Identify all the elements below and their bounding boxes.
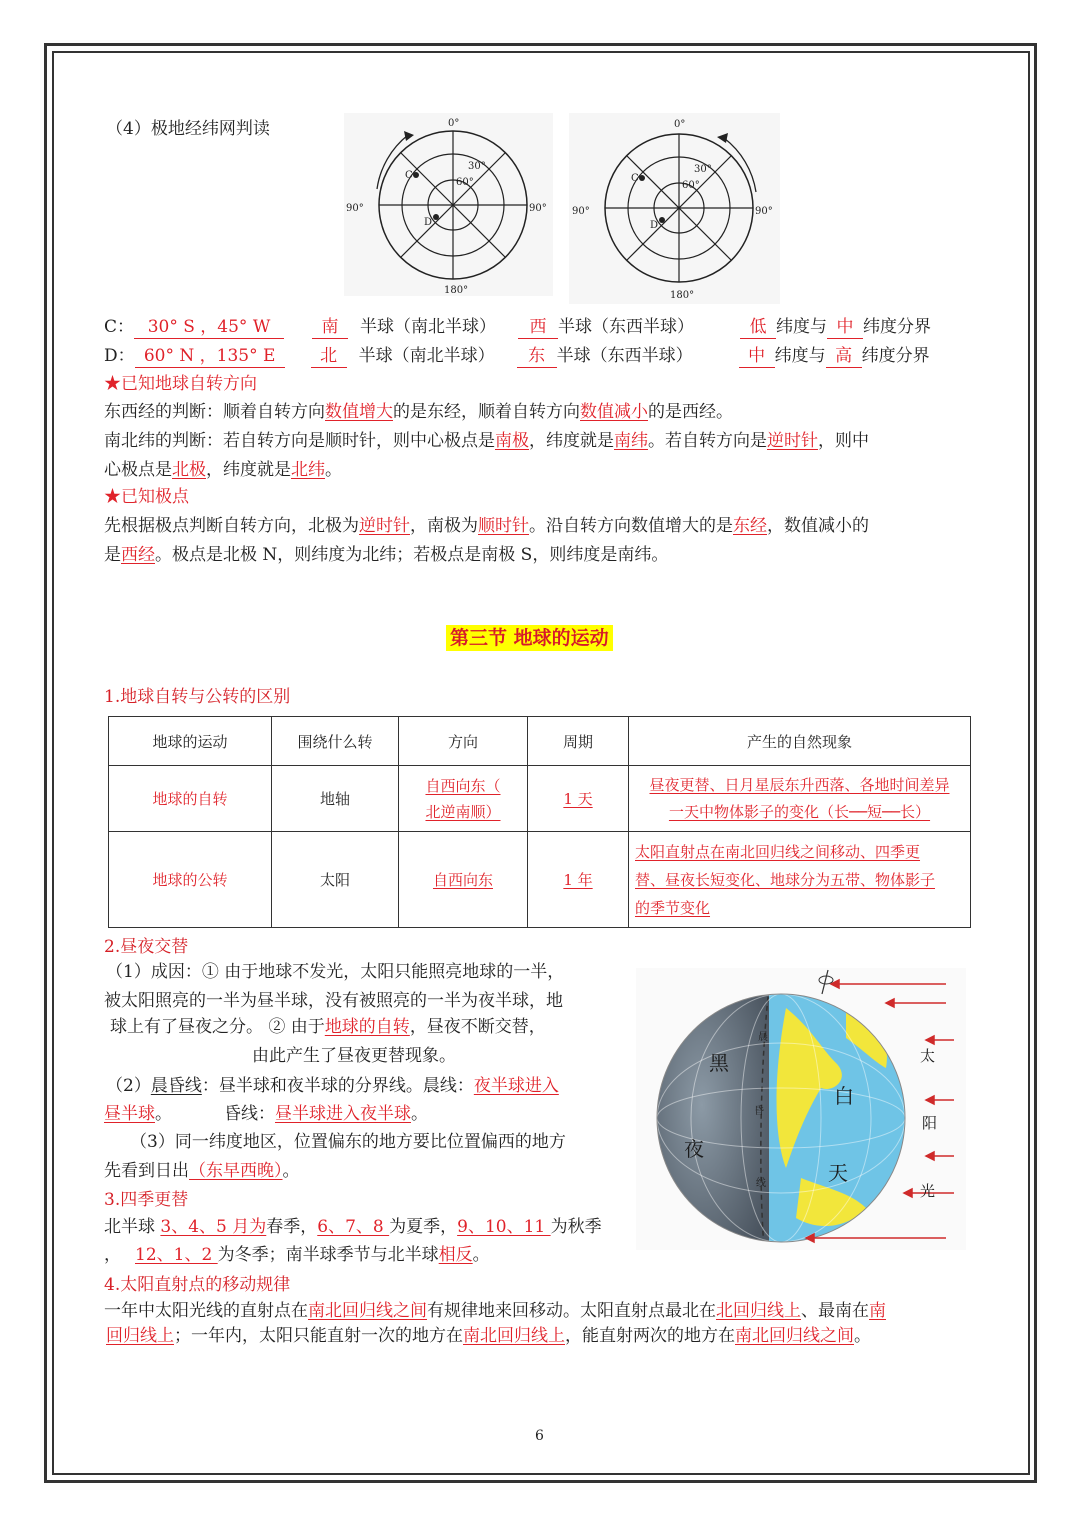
globe-label-ye: 夜	[684, 1137, 704, 1161]
row2-period: 1 年	[528, 832, 629, 928]
row-c-coord: 30° S ，45° W	[134, 316, 284, 339]
s2-heading: 2.昼夜交替	[104, 937, 189, 957]
polar-left-bottom-label: 180°	[444, 285, 469, 296]
table-header: 产生的自然现象	[629, 717, 971, 766]
polar-grid-left	[344, 113, 553, 296]
globe-label-hei: 黑	[709, 1051, 729, 1075]
globe-label-xian: 线	[756, 1178, 766, 1189]
row-c-hemi-ns: 南	[312, 316, 348, 339]
polar-right-point-d: D	[650, 220, 659, 231]
s3-line2: ， 12、1、2 为冬季；南半球季节与北半球相反。	[104, 1245, 490, 1265]
globe-label-tian: 天	[828, 1161, 848, 1185]
row1-phenomena: 昼夜更替、日月星辰东升西落、各地时间差异 一天中物体影子的变化（长──短──长）	[629, 766, 971, 832]
row1-direction: 自西向东（ 北逆南顺）	[399, 766, 528, 832]
s2-line6: 昼半球。 昏线：昼半球进入夜半球。	[104, 1104, 428, 1124]
row-d-lat1: 中	[739, 345, 775, 368]
known-pole-heading: ★已知极点	[104, 487, 189, 507]
globe-label-bai: 白	[834, 1084, 854, 1108]
polar-left-lat30: 30°	[468, 161, 486, 172]
polar-right-top-label: 0°	[674, 119, 686, 130]
s4-heading: 4.太阳直射点的移动规律	[104, 1275, 291, 1295]
polar-title: （4）极地经纬网判读	[106, 119, 270, 139]
polar-left-right-label: 90°	[529, 203, 547, 214]
globe-label-tai: 太	[920, 1047, 936, 1065]
table-header: 围绕什么转	[272, 717, 399, 766]
row2-name: 地球的公转	[109, 832, 272, 928]
row-d-label: D：	[104, 346, 135, 366]
polar-right-lat60: 60°	[682, 180, 700, 191]
polar-right-bottom-label: 180°	[670, 290, 695, 301]
day-night-globe-illustration	[636, 968, 966, 1250]
table-row	[109, 766, 971, 832]
polar-left-lat60: 60°	[456, 177, 474, 188]
row-d	[104, 342, 930, 370]
row1-name: 地球的自转	[109, 766, 272, 832]
row-d-hemi-ns: 北	[311, 345, 347, 368]
s4-line2: 回归线上；一年内，太阳只能直射一次的地方在南北回归线上，能直射两次的地方在南北回归线之间。	[106, 1326, 871, 1346]
s2-line5: （2）晨昏线：昼半球和夜半球的分界线。晨线：夜半球进入	[106, 1076, 559, 1096]
row2-phenomena: 太阳直射点在南北回归线之间移动、四季更 替、昼夜长短变化、地球分为五带、物体影子 的季节变化	[629, 832, 971, 928]
ns-rule-line1: 南北纬的判断：若自转方向是顺时针，则中心极点是南极，纬度就是南纬。若自转方向是逆时针，则中	[104, 431, 869, 451]
s3-heading: 3.四季更替	[104, 1190, 189, 1210]
s4-line1: 一年中太阳光线的直射点在南北回归线之间有规律地来回移动。太阳直射点最北在北回归线上、最南在南	[104, 1301, 886, 1321]
polar-grid-right	[569, 113, 780, 304]
s2-line1: （1）成因：① 由于地球不发光，太阳只能照亮地球的一半，	[106, 962, 565, 982]
row2-direction: 自西向东	[399, 832, 528, 928]
table-header: 周期	[528, 717, 629, 766]
polar-diagram-right	[569, 113, 780, 304]
globe-label-chen: 晨	[758, 1032, 768, 1043]
table-header: 地球的运动	[109, 717, 272, 766]
row-d-mid: 纬度与	[774, 346, 826, 366]
polar-right-lat30: 30°	[694, 164, 712, 175]
row-c-label: C：	[104, 317, 135, 337]
page-number: 6	[535, 1428, 544, 1444]
row-c	[104, 313, 931, 341]
polar-left-top-label: 0°	[448, 118, 460, 129]
row-d-lat2: 高	[826, 345, 862, 368]
ew-rule: 东西经的判断：顺着自转方向数值增大的是东经，顺着自转方向数值减小的是西经。	[104, 402, 733, 422]
globe-label-hun: 昏	[754, 1106, 764, 1117]
polar-right-point-c: C	[631, 173, 639, 184]
pole-rule-line2: 是西经。极点是北极 N，则纬度为北纬；若极点是南极 S，则纬度是南纬。	[104, 545, 669, 565]
row1-center: 地轴	[272, 766, 399, 832]
polar-left-point-d: D	[424, 217, 433, 228]
row-c-lat1: 低	[740, 316, 776, 339]
known-rotation-heading: ★已知地球自转方向	[104, 374, 257, 394]
polar-right-left-label: 90°	[572, 206, 590, 217]
row-d-hemi-ew: 东	[517, 345, 557, 368]
row2-center: 太阳	[272, 832, 399, 928]
globe-graphic	[636, 968, 966, 1250]
s2-line7: （3）同一纬度地区，位置偏东的地方要比位置偏西的地方	[130, 1132, 566, 1152]
polar-left-left-label: 90°	[346, 203, 364, 214]
row-c-ew-text: 半球（东西半球）	[558, 317, 695, 337]
row1-period: 1 天	[528, 766, 629, 832]
s2-line2: 被太阳照亮的一半为昼半球，没有被照亮的一半为夜半球，地	[104, 991, 563, 1011]
section-title: 第三节 地球的运动	[446, 623, 613, 650]
polar-diagram-left	[344, 113, 553, 296]
table-header: 方向	[399, 717, 528, 766]
motion-comparison-table	[108, 716, 971, 928]
globe-label-guang: 光	[920, 1182, 936, 1200]
globe-label-yang: 阳	[922, 1114, 938, 1132]
row-c-hemi-ew: 西	[518, 316, 558, 339]
table-row	[109, 832, 971, 928]
row-c-mid: 纬度与	[776, 317, 828, 337]
table-header-row	[109, 717, 971, 766]
row-c-end: 纬度分界	[863, 317, 932, 337]
polar-right-right-label: 90°	[755, 206, 773, 217]
row-d-ns-text: 半球（南北半球）	[358, 346, 495, 366]
ns-rule-line2: 心极点是北极，纬度就是北纬。	[104, 460, 342, 480]
row-c-lat2: 中	[827, 316, 863, 339]
row-d-ew-text: 半球（东西半球）	[556, 346, 693, 366]
row-c-ns-text: 半球（南北半球）	[360, 317, 497, 337]
polar-left-point-c: C	[405, 170, 413, 181]
s2-line3: 球上有了昼夜之分。 ② 由于地球的自转，昼夜不断交替，	[110, 1017, 546, 1037]
row-d-end: 纬度分界	[861, 346, 930, 366]
s1-heading: 1.地球自转与公转的区别	[104, 687, 291, 707]
s2-line8: 先看到日出（东早西晚）。	[104, 1161, 300, 1181]
s2-line4: 由此产生了昼夜更替现象。	[252, 1046, 456, 1066]
row-d-coord: 60° N ，135° E	[135, 345, 285, 368]
s3-line1: 北半球 3、4、5 月为春季，6、7、8 为夏季，9、10、11 为秋季	[104, 1217, 602, 1237]
pole-rule-line1: 先根据极点判断自转方向，北极为逆时针，南极为顺时针。沿自转方向数值增大的是东经，数值减小的	[104, 516, 869, 536]
